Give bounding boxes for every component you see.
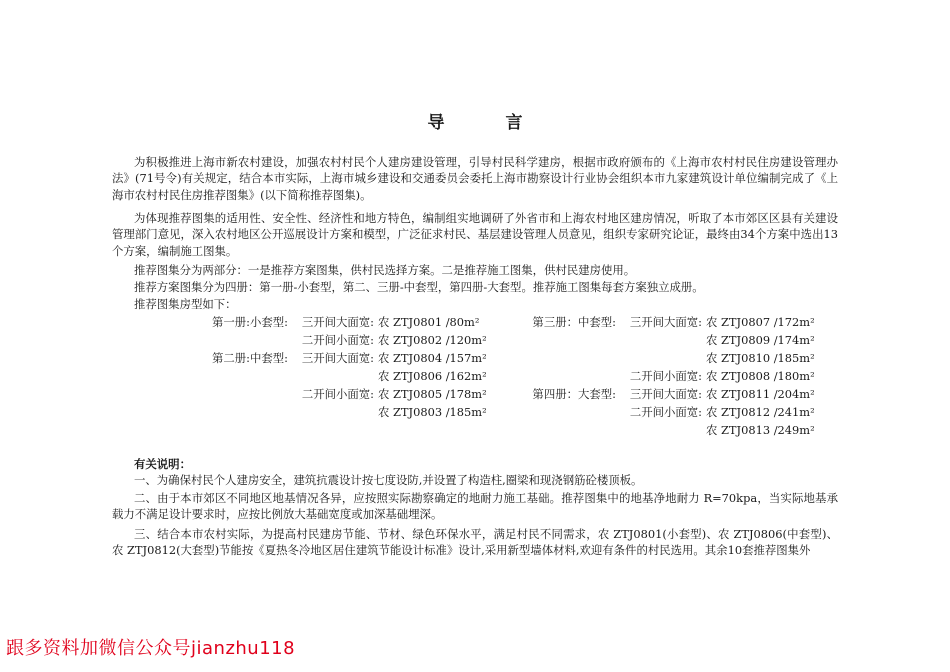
width-type-label: 三开间大面宽: [301, 351, 374, 365]
house-type-row [190, 350, 487, 366]
plan-code: 农 ZTJ0811 /204m² [706, 387, 815, 401]
width-type-label: 三开间大面宽: [629, 387, 702, 401]
plan-code: 农 ZTJ0809 /174m² [706, 333, 815, 347]
intro-paragraph-1: 为积极推进上海市新农村建设，加强农村村民个人建房建设管理，引导村民科学建房，根据市政府颁布的《上海市农村村民住房建设管理办法》(71号令)有关规定，结合本市实际，上海市城乡建设和交通委员会委托上海市勘察设计行业协会组织本市九家建筑设计单位编制完成了《上海市农村村民住房推荐图集》(以下简称推荐图集)。 [112, 155, 838, 202]
plan-code: 农 ZTJ0807 /172m² [706, 315, 815, 329]
plan-code: 农 ZTJ0810 /185m² [706, 351, 815, 365]
note-3: 三、结合本市农村实际，为提高村民建房节能、节材、绿色环保水平，满足村民不同需求，农 ZTJ0801(小套型)、农 ZTJ0806(中套型)、农 ZTJ0812(大套型)节能按《夏热冬冷地区居住建筑节能设计标准》设计,采用新型墙体材料,欢迎有条件的村民选用。其余10套推荐图集外 [112, 527, 838, 558]
plan-code: 农 ZTJ0801 /80m² [378, 315, 480, 329]
note-2: 二、由于本市郊区不同地区地基情况各异，应按照实际勘察确定的地耐力施工基础。推荐图集中的地基净地耐力 R=70kpa，当实际地基承载力不满足设计要求时，应按比例放大基础宽度或加深基础埋深。 [112, 491, 838, 522]
book-label: 第三册：中套型: [532, 315, 616, 329]
plan-code: 农 ZTJ0813 /249m² [706, 423, 815, 437]
width-type-label: 二开间小面宽: [301, 387, 374, 401]
plan-code: 农 ZTJ0804 /157m² [378, 351, 487, 365]
book-label: 第二册:中套型: [211, 351, 288, 365]
house-type-row [506, 404, 815, 420]
house-type-row [190, 404, 487, 420]
house-type-row [190, 332, 487, 348]
house-type-row [506, 332, 815, 348]
house-type-row [506, 422, 815, 438]
width-type-label: 二开间小面宽: [629, 405, 702, 419]
intro-paragraph-2: 为体现推荐图集的适用性、安全性、经济性和地方特色，编制组实地调研了外省市和上海农村地区建房情况，听取了本市郊区区县有关建设管理部门意见，深入农村地区公开巡展设计方案和模型，广泛征求村民、基层建设管理人员意见，组织专家研究论证，最终由34个方案中选出13个方案，编制施工图集。 [112, 211, 838, 258]
intro-paragraph-5: 推荐图集房型如下： [134, 297, 237, 311]
plan-code: 农 ZTJ0805 /178m² [378, 387, 487, 401]
plan-code: 农 ZTJ0803 /185m² [378, 405, 487, 419]
note-1: 一、为确保村民个人建房安全，建筑抗震设计按七度设防,并设置了构造柱,圈梁和现浇钢筋砼楼顶板。 [134, 473, 643, 487]
intro-paragraph-4: 推荐方案图集分为四册：第一册-小套型，第二、三册-中套型，第四册-大套型。推荐施工图集每套方案独立成册。 [134, 280, 704, 294]
book-label: 第四册：大套型: [532, 387, 616, 401]
intro-paragraph-3: 推荐图集分为两部分：一是推荐方案图集，供村民选择方案。二是推荐施工图集，供村民建房使用。 [134, 263, 636, 277]
plan-code: 农 ZTJ0808 /180m² [706, 369, 815, 383]
plan-code: 农 ZTJ0812 /241m² [706, 405, 815, 419]
width-type-label: 三开间大面宽: [301, 315, 374, 329]
book-label: 第一册:小套型: [211, 315, 288, 329]
house-type-row [190, 386, 487, 402]
notes-heading: 有关说明： [134, 457, 191, 471]
width-type-label: 二开间小面宽: [301, 333, 374, 347]
house-type-row [190, 368, 487, 384]
width-type-label: 二开间小面宽: [629, 369, 702, 383]
watermark-text: 跟多资料加微信公众号jianzhu118 [6, 638, 296, 659]
plan-code: 农 ZTJ0806 /162m² [378, 369, 487, 383]
house-type-row [506, 350, 815, 366]
page-title: 导 言 [427, 113, 545, 133]
house-type-row [506, 314, 815, 330]
house-type-row [190, 314, 479, 330]
house-type-row [506, 368, 815, 384]
house-type-row [506, 386, 815, 402]
plan-code: 农 ZTJ0802 /120m² [378, 333, 487, 347]
width-type-label: 三开间大面宽: [629, 315, 702, 329]
